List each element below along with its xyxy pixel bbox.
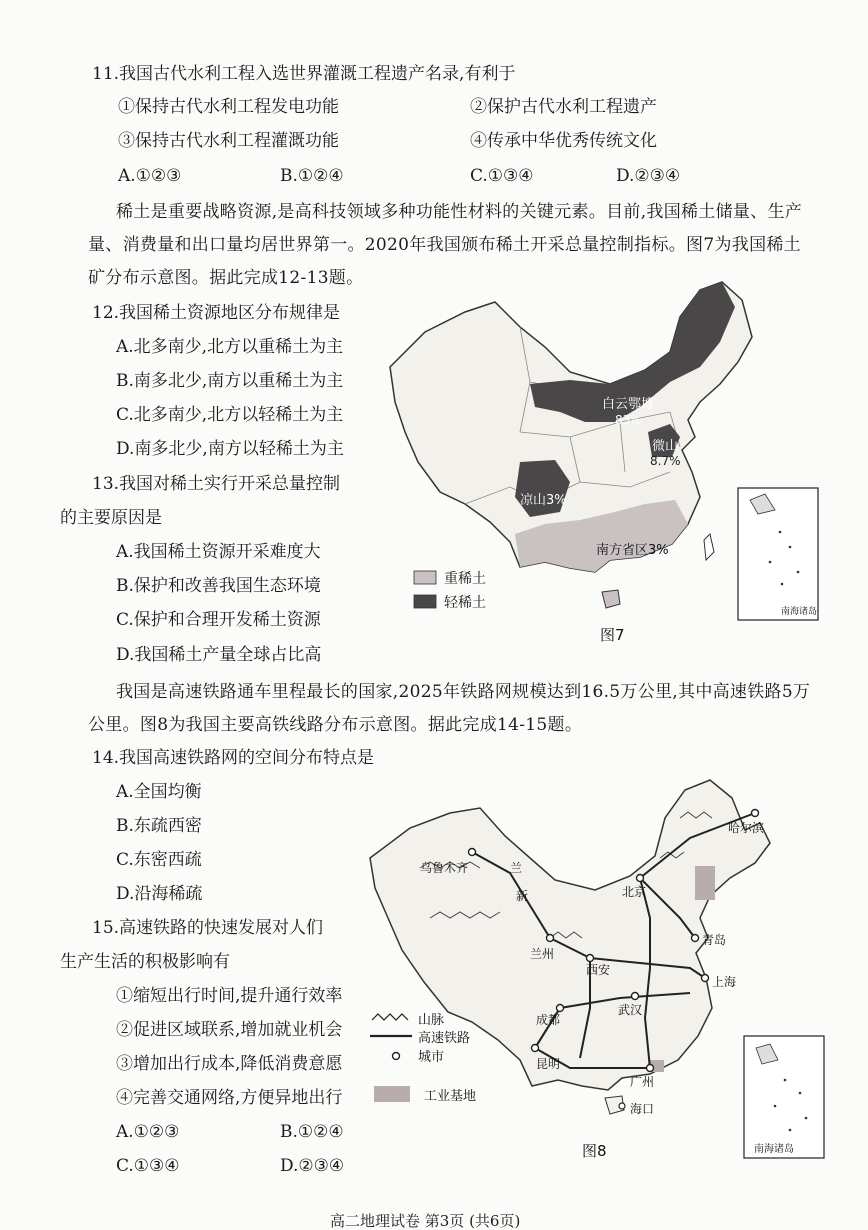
city-dot-urumqi	[469, 849, 476, 856]
q14-choice-d: D.沿海稀疏	[116, 884, 203, 904]
city-label-beijing: 北京	[622, 885, 647, 899]
q15-option-3: ③增加出行成本,降低消费意愿	[116, 1054, 343, 1074]
city-label-shanghai: 上海	[712, 975, 737, 989]
q11-choice-c: C.①③④	[470, 166, 534, 186]
label-weishan: 微山	[652, 439, 679, 454]
legend-light-swatch	[414, 595, 436, 608]
q15-stem-line2: 生产生活的积极影响有	[60, 952, 230, 972]
q11-choice-a: A.①②③	[118, 166, 182, 186]
city-dot-qingdao	[692, 935, 699, 942]
q15-option-2: ②促进区域联系,增加就业机会	[116, 1020, 343, 1040]
q15-choice-b: B.①②④	[280, 1122, 344, 1142]
q15-option-1: ①缩短出行时间,提升通行效率	[116, 986, 343, 1006]
q13-stem-line1: 13.我国对稀土实行开采总量控制	[92, 474, 341, 494]
legend-heavy-label: 重稀土	[444, 571, 486, 587]
q12-stem: 12.我国稀土资源地区分布规律是	[92, 303, 341, 323]
q11-choice-b: B.①②④	[280, 166, 344, 186]
south-sea-inset	[738, 488, 818, 620]
q15-choice-a: A.①②③	[116, 1122, 180, 1142]
city-dot-chengdu	[557, 1005, 564, 1012]
legend-industry-symbol	[374, 1086, 410, 1102]
q12-choice-c: C.北多南少,北方以轻稀土为主	[116, 405, 344, 425]
q11-option-2: ②保护古代水利工程遗产	[470, 97, 657, 117]
q12-choice-b: B.南多北少,南方以重稀土为主	[116, 371, 344, 391]
legend-city-symbol	[393, 1053, 400, 1060]
city-dot-harbin	[752, 810, 759, 817]
figure-8-legend	[370, 1013, 476, 1104]
figure-7-rare-earth-map	[370, 272, 830, 652]
figure-7-caption: 图7	[600, 626, 625, 644]
intro-high-speed-rail: 我国是高速铁路通车里程最长的国家,2025年铁路网规模达到16.5万公里,其中高速铁路5万公里。图8为我国主要高铁线路分布示意图。据此完成14-15题。	[88, 682, 811, 735]
city-dot-shanghai	[702, 975, 709, 982]
q15-choice-c: C.①③④	[116, 1156, 180, 1176]
q12-choice-a: A.北多南少,北方以重稀土为主	[116, 337, 344, 357]
q13-stem-line2: 的主要原因是	[60, 508, 162, 528]
label-weishan-pct: 8.7%	[650, 454, 681, 468]
page-footer: 高二地理试卷 第3页 (共6页)	[330, 1212, 521, 1230]
legend-rail-label: 高速铁路	[418, 1031, 471, 1046]
city-label-guangzhou: 广州	[630, 1075, 655, 1089]
q14-choice-a: A.全国均衡	[116, 782, 202, 802]
figure-8-caption: 图8	[582, 1142, 607, 1160]
q14-choice-c: C.东密西疏	[116, 850, 202, 870]
city-dot-wuhan	[632, 993, 639, 1000]
city-label-harbin: 哈尔滨	[728, 821, 765, 835]
inset-label-7: 南海诸岛	[781, 607, 818, 617]
city-label-xin: 新	[516, 889, 529, 903]
label-south-provinces: 南方省区3%	[596, 543, 669, 558]
south-sea-inset-8	[744, 1036, 824, 1158]
legend-heavy-swatch	[414, 571, 436, 584]
q15-choice-d: D.②③④	[280, 1156, 345, 1176]
q15-stem-line1: 15.高速铁路的快速发展对人们	[92, 918, 324, 938]
city-dot-lanzhou	[547, 935, 554, 942]
q13-choice-a: A.我国稀土资源开采难度大	[116, 542, 321, 562]
city-label-haikou: 海口	[630, 1102, 655, 1116]
q12-choice-d: D.南多北少,南方以轻稀土为主	[116, 439, 344, 459]
label-baiyun-obo: 白云鄂博	[602, 397, 655, 412]
q15-option-4: ④完善交通网络,方便异地出行	[116, 1088, 343, 1108]
hainan-island	[602, 590, 620, 608]
q14-choice-b: B.东疏西密	[116, 816, 202, 836]
city-label-xian: 西安	[586, 963, 611, 977]
label-liangshan: 凉山3%	[520, 493, 567, 508]
city-dot-xian	[587, 955, 594, 962]
label-baiyun-obo-pct: 83%	[615, 413, 642, 427]
q11-stem: 11.我国古代水利工程入选世界灌溉工程遗产名录,有利于	[92, 64, 516, 84]
city-dot-guangzhou	[647, 1065, 654, 1072]
inset-label-8: 南海诸岛	[754, 1144, 794, 1155]
q11-option-3: ③保持古代水利工程灌溉功能	[118, 131, 339, 151]
city-dot-beijing	[637, 875, 644, 882]
legend-city-label: 城市	[418, 1050, 445, 1065]
figure-8-rail-map	[360, 768, 830, 1168]
city-dot-kunming	[532, 1045, 539, 1052]
q13-choice-d: D.我国稀土产量全球占比高	[116, 645, 322, 665]
q13-choice-b: B.保护和改善我国生态环境	[116, 576, 321, 596]
city-label-urumqi: 乌鲁木齐	[420, 861, 469, 875]
q11-option-1: ①保持古代水利工程发电功能	[118, 97, 339, 117]
intro-rare-earth: 稀土是重要战略资源,是高科技领域多种功能性材料的关键元素。目前,我国稀土储量、生产量、消费量和出口量均居世界第一。2020年我国颁布稀土开采总量控制指标。图7为我国稀土矿分布示意图。据此完成12-13题。	[88, 202, 803, 288]
city-label-lan: 兰	[510, 861, 523, 875]
q11-option-4: ④传承中华优秀传统文化	[470, 131, 657, 151]
city-label-chengdu: 成都	[536, 1013, 561, 1027]
legend-mountain-label: 山脉	[418, 1013, 445, 1028]
city-label-qingdao: 青岛	[702, 933, 727, 947]
q13-choice-c: C.保护和合理开发稀土资源	[116, 610, 321, 630]
city-label-wuhan: 武汉	[618, 1003, 643, 1017]
legend-mountain-symbol	[372, 1014, 408, 1020]
city-label-kunming: 昆明	[536, 1057, 561, 1071]
taiwan-island	[704, 534, 714, 560]
q14-stem: 14.我国高速铁路网的空间分布特点是	[92, 748, 375, 768]
industry-base-ne	[695, 866, 715, 900]
city-label-lanzhou: 兰州	[530, 947, 555, 961]
q11-choice-d: D.②③④	[616, 166, 681, 186]
legend-industry-label: 工业基地	[424, 1089, 477, 1104]
legend-light-label: 轻稀土	[444, 595, 486, 611]
